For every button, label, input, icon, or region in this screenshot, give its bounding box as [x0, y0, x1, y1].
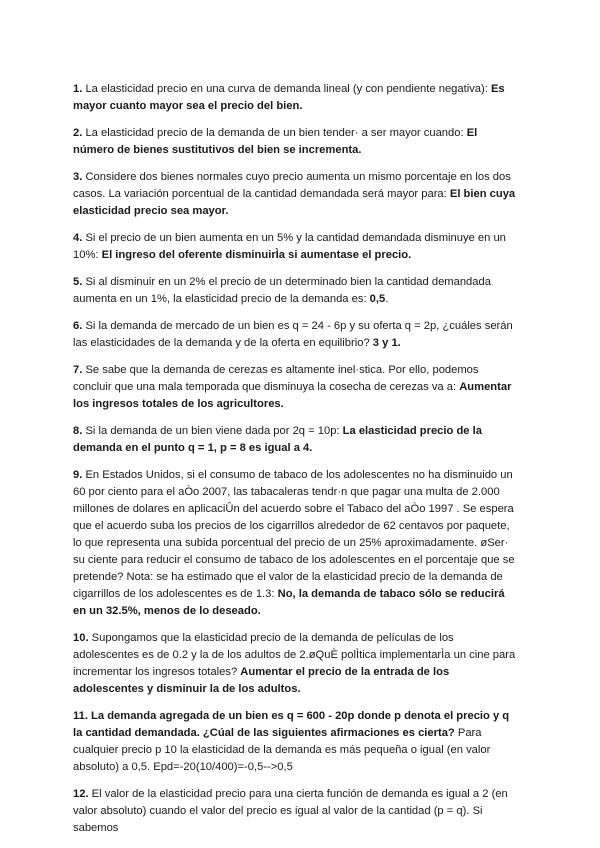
question-text: Si al disminuir en un 2% el precio de un determinado bien la cantidad demandada aumenta en un 1%, la elasticidad precio de la demanda es:	[73, 276, 491, 305]
question-text: Si la demanda de un bien viene dada por 2q = 10p:	[82, 425, 343, 437]
question-rest: Para cualquier precio p 10 la elasticidad de la demanda es más pequeña o igual (en valor absoluto) a 0,5. Epd=-20(10/400)=-0,5-->0,5	[73, 727, 491, 773]
question-text: Considere dos bienes normales cuyo precio aumenta un mismo porcentaje en los dos casos. La variación porcentual de la cantidad demandada será mayor para:	[73, 171, 511, 200]
question-6	[73, 318, 518, 352]
question-answer: Aumentar los ingresos totales de los agricultores.	[73, 381, 512, 410]
question-answer: 3 y 1.	[372, 337, 401, 349]
question-text: Si la demanda de mercado de un bien es q = 24 - 6p y su oferta q = 2p, ¿cuáles serán las elasticidades de la demanda y de la oferta en equilibrio?	[73, 320, 513, 349]
question-4	[73, 230, 518, 264]
question-answer: El bien cuya elasticidad precio sea mayor.	[73, 188, 516, 217]
question-text: El valor de la elasticidad precio para una cierta función de demanda es igual a 2 (en valor absoluto) cuando el valor del precio es igual al valor de la cantidad (p = q). Si sabemos	[73, 788, 508, 834]
question-text: Supongamos que la elasticidad precio de la demanda de películas de los adolescentes es de 0.2 y la de los adultos de 2.øQuÈ polÌtica implementarÌa un cine para incrementar los ingresos totales?	[73, 632, 516, 678]
question-7	[73, 362, 518, 413]
question-number: 2.	[73, 127, 83, 139]
question-answer: La elasticidad precio de la demanda en el punto q = 1, p = 8 es igual a 4.	[73, 425, 482, 454]
question-rest: .	[385, 293, 389, 305]
question-answer: El ingreso del oferente disminuirÌa si aumentase el precio.	[101, 249, 412, 261]
question-number: 9.	[73, 469, 83, 481]
question-10	[73, 630, 518, 698]
question-number: 6.	[73, 320, 83, 332]
question-11	[73, 708, 518, 776]
question-3	[73, 169, 518, 220]
question-answer: La demanda agregada de un bien es q = 600 - 20p donde p denota el precio y q la cantidad demandada. ¿Cúal de las siguientes afirmaciones es cierta?	[73, 710, 510, 739]
question-12	[73, 786, 518, 837]
question-number: 3.	[73, 171, 83, 183]
question-9	[73, 467, 518, 620]
question-number: 11.	[73, 710, 88, 722]
question-text: Se sabe que la demanda de cerezas es altamente inel·stica. Por ello, podemos concluir que una mala temporada que disminuya la cosecha de cerezas va a:	[73, 364, 479, 393]
question-text: La elasticidad precio de la demanda de un bien tender· a ser mayor cuando:	[82, 127, 467, 139]
question-answer: 0,5	[369, 293, 386, 305]
question-number: 5.	[73, 276, 83, 288]
question-text: Si el precio de un bien aumenta en un 5% y la cantidad demandada disminuye en un 10%:	[73, 232, 506, 261]
question-number: 12.	[73, 788, 89, 800]
question-number: 8.	[73, 425, 83, 437]
question-text: En Estados Unidos, si el consumo de tabaco de los adolescentes no ha disminuido un 60 por ciento para el aÒo 2007, las tabacaleras tendr·n que pagar una multa de 2.000 millones de dolares en aplicaciÛn del acuerdo sobre el Tabaco del aÒo 1997 . Se espera que el acuerdo suba los precios de los cigarrillos alrededor de 62 centavos por paquete, lo que representa una subida porcentual del precio de un 25% aproximadamente. øSer· su ciente para reducir el consumo de tabaco de los adolescentes en el porcentaje que se pretende? Nota: se ha estimado que el valor de la elasticidad precio de la demanda de cigarrillos de los adolescentes es de 1.3:	[73, 469, 515, 600]
question-number: 7.	[73, 364, 83, 376]
question-answer: Aumentar el precio de la entrada de los adolescentes y disminuir la de los adultos.	[73, 666, 450, 695]
question-2	[73, 125, 518, 159]
question-answer: No, la demanda de tabaco sólo se reducirá en un 32.5%, menos de lo deseado.	[73, 588, 505, 617]
question-number: 10.	[73, 632, 89, 644]
question-1	[73, 81, 518, 115]
question-answer: El número de bienes sustitutivos del bien se incrementa.	[73, 127, 478, 156]
question-text: La elasticidad precio en una curva de demanda lineal (y con pendiente negativa):	[82, 83, 491, 95]
question-5	[73, 274, 518, 308]
question-answer: Es mayor cuanto mayor sea el precio del bien.	[73, 83, 505, 112]
question-8	[73, 423, 518, 457]
question-number: 4.	[73, 232, 83, 244]
question-number: 1.	[73, 83, 83, 95]
